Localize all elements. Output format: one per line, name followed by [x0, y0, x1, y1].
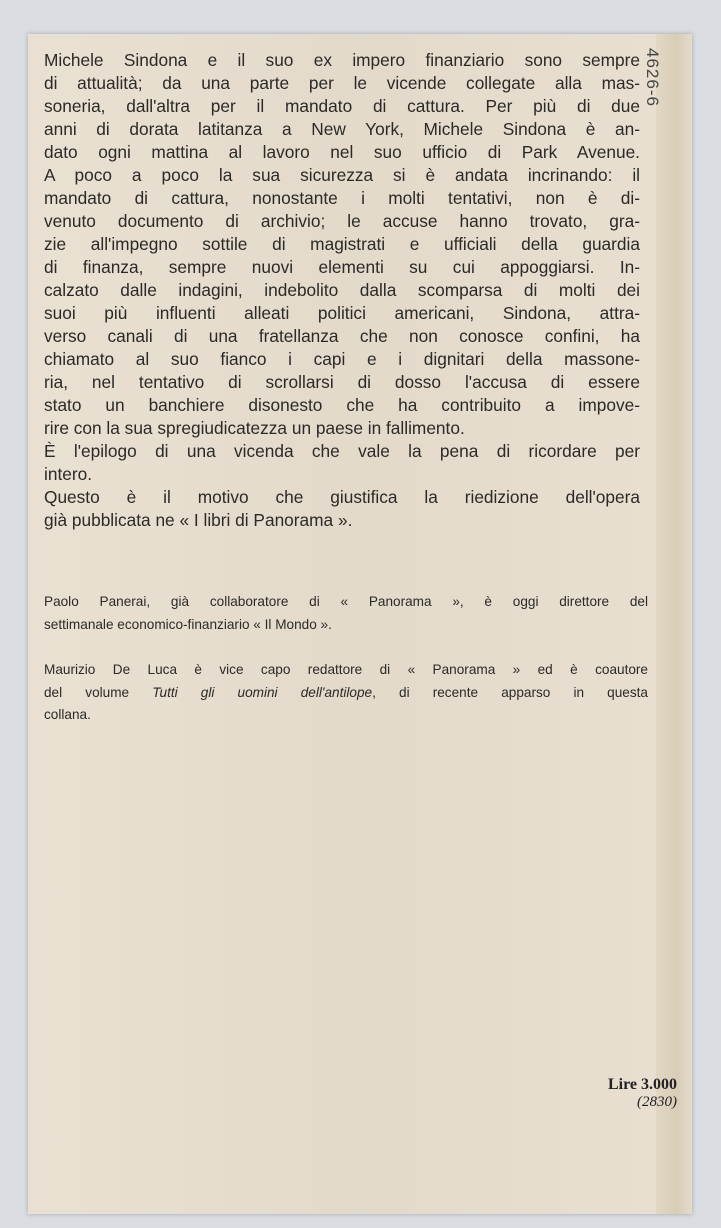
bio-line: settimanale economico-finanziario « Il Mondo ».	[44, 616, 332, 632]
bio-text: del volume	[44, 684, 153, 700]
bio-line	[44, 682, 648, 705]
blurb-line: suoi più influenti alleati politici americani, Sindona, attra-	[44, 303, 640, 323]
book-title: Tutti gli uomini dell'antilope	[152, 684, 373, 700]
blurb-line: chiamato al suo fianco i capi e i dignitari della massone-	[44, 349, 640, 369]
price-label: Lire 3.000	[607, 1076, 677, 1093]
blurb-line: mandato di cattura, nonostante i molti tentativi, non è di-	[44, 188, 640, 208]
blurb-line: dato ogni mattina al lavoro nel suo ufficio di Park Avenue.	[44, 142, 640, 162]
blurb-line: intero.	[44, 464, 93, 484]
bio-line: Maurizio De Luca è vice capo redattore di « Panorama » ed è coautore	[44, 662, 648, 677]
blurb-line: calzato dalle indagini, indebolito dalla scomparsa di molti dei	[44, 280, 640, 300]
blurb-text	[44, 49, 640, 532]
blurb-line: di finanza, sempre nuovi elementi su cui appoggiarsi. In-	[44, 257, 640, 277]
author-bio-panerai	[44, 591, 648, 636]
blurb-line: già pubblicata ne « I libri di Panorama ».	[44, 510, 353, 530]
blurb-line: anni di dorata latitanza a New York, Michele Sindona è an-	[44, 119, 640, 139]
blurb-line: ria, nel tentativo di scrollarsi di dosso l'accusa di essere	[44, 372, 640, 392]
blurb-line: Michele Sindona e il suo ex impero finanziario sono sempre	[44, 50, 640, 70]
blurb-line: verso canali di una fratellanza che non conosce confini, ha	[44, 326, 640, 346]
cover-spine-edge	[656, 34, 692, 1214]
blurb-line: È l'epilogo di una vicenda che vale la pena di ricordare per	[44, 441, 640, 461]
catalog-code: (2830)	[637, 1094, 677, 1110]
bio-line: Paolo Panerai, già collaboratore di « Panorama », è oggi direttore del	[44, 594, 648, 609]
blurb-line: stato un banchiere disonesto che ha contribuito a impove-	[44, 395, 640, 415]
blurb-line: Questo è il motivo che giustifica la riedizione dell'opera	[44, 487, 640, 507]
blurb-line: rire con la sua spregiudicatezza un paese in fallimento.	[44, 418, 465, 438]
price-block	[608, 1076, 677, 1111]
blurb-line: zie all'impegno sottile di magistrati e ufficiali della guardia	[44, 234, 640, 254]
blurb-line: di attualità; da una parte per le vicende collegate alla mas-	[44, 73, 640, 93]
author-bio-deluca	[44, 659, 648, 727]
blurb-line: A poco a poco la sua sicurezza si è andata incrinando: il	[44, 165, 640, 185]
bio-line: collana.	[44, 707, 91, 722]
blurb-line: soneria, dall'altra per il mandato di cattura. Per più di due	[44, 96, 640, 116]
blurb-line: venuto documento di archivio; le accuse hanno trovato, gra-	[44, 211, 640, 231]
isbn-number: 4626-6	[643, 48, 662, 107]
bio-text: , di recente apparso in questa	[372, 684, 648, 700]
